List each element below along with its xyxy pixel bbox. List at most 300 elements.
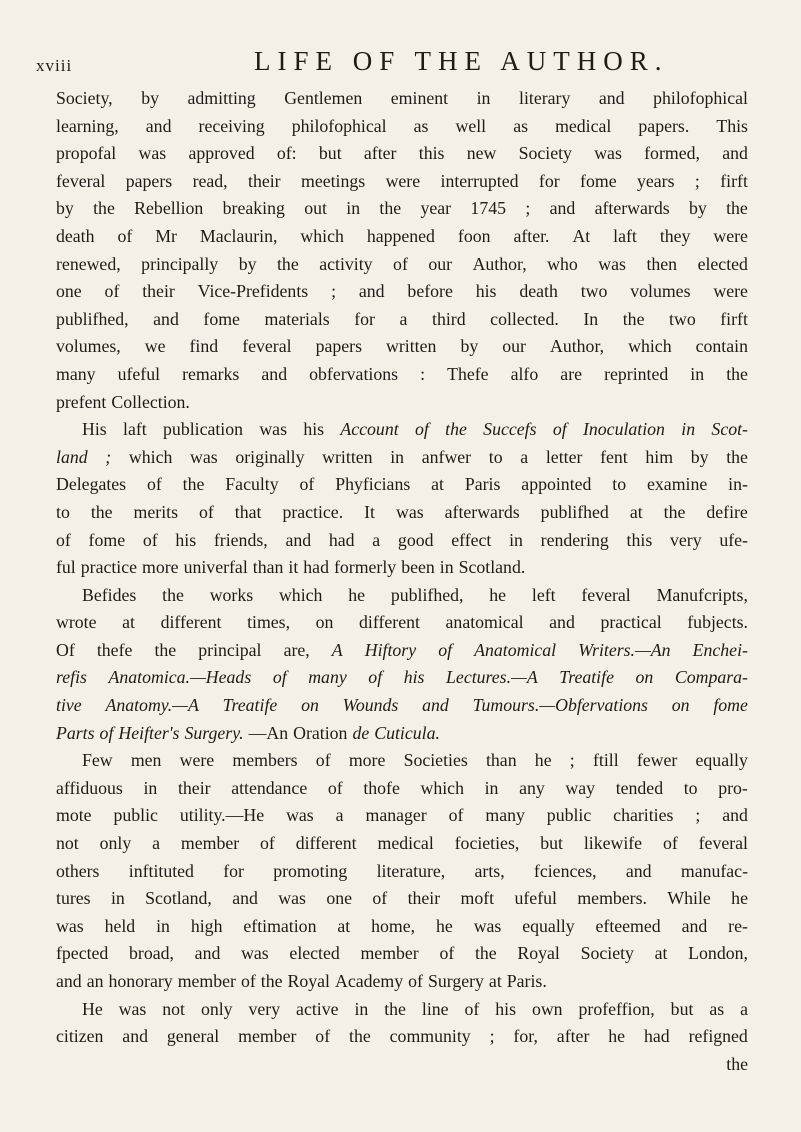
- italic-word: Treatife: [222, 695, 278, 716]
- word: of: [448, 805, 464, 826]
- text-line: [56, 996, 748, 1024]
- word: Rebellion: [134, 198, 204, 219]
- word: His: [82, 419, 107, 440]
- word: letter: [545, 446, 583, 467]
- word: good: [397, 529, 434, 550]
- page-number: xviii: [36, 56, 73, 75]
- word: in: [690, 363, 705, 384]
- word: find: [189, 336, 219, 357]
- italic-word: his: [403, 667, 425, 688]
- word: their: [248, 170, 281, 191]
- word: in: [439, 557, 454, 578]
- word: to: [612, 474, 627, 495]
- word: of: [408, 971, 423, 991]
- word: was: [473, 915, 502, 936]
- text-line: [56, 1023, 748, 1051]
- word: the: [384, 998, 406, 1019]
- word: were: [179, 750, 215, 771]
- word: at: [431, 474, 444, 495]
- word: their: [177, 777, 211, 798]
- word: his: [175, 529, 197, 550]
- word: way: [565, 777, 596, 798]
- word: :: [420, 363, 426, 384]
- italic-word: Compara-: [674, 667, 748, 688]
- word: of: [240, 971, 256, 991]
- word: and: [358, 281, 385, 302]
- word: of: [56, 529, 71, 550]
- word: in: [156, 915, 170, 936]
- word: a: [152, 833, 161, 854]
- word: broad,: [129, 943, 174, 964]
- word: affiduous: [56, 777, 123, 798]
- word: not: [56, 833, 79, 854]
- word: for: [354, 308, 375, 329]
- word: Manufcripts,: [656, 584, 748, 605]
- word: a: [372, 529, 381, 550]
- italic-word: ;: [105, 446, 112, 467]
- word: ;: [489, 1026, 495, 1047]
- word: propofal: [56, 143, 117, 164]
- word: in: [484, 777, 499, 798]
- word: of: [117, 225, 133, 246]
- text-line: [56, 195, 748, 223]
- word: Faculty: [225, 474, 279, 495]
- word: 1745: [470, 198, 506, 219]
- word: Vice-Prefidents: [197, 281, 309, 302]
- word: Paris: [464, 474, 501, 495]
- word: works: [209, 584, 254, 605]
- italic-word: of: [414, 419, 429, 440]
- word: equally: [695, 750, 748, 771]
- word: which: [420, 777, 464, 798]
- word: profeffion,: [578, 998, 655, 1019]
- text-line: [56, 940, 748, 968]
- italic-word: A: [331, 639, 343, 660]
- word: out: [304, 198, 327, 219]
- word: re-: [728, 915, 748, 936]
- word: to: [683, 777, 698, 798]
- word: ftill: [592, 750, 619, 771]
- italic-word: on: [671, 695, 690, 716]
- word: left: [531, 584, 556, 605]
- text-line: [56, 720, 748, 748]
- word: member: [180, 833, 240, 854]
- word: for,: [513, 1026, 538, 1047]
- word: members: [232, 750, 298, 771]
- word: in-: [728, 474, 748, 495]
- text-line: [56, 251, 748, 279]
- word: Academy: [334, 971, 404, 991]
- word: different: [295, 833, 357, 854]
- word: collected.: [490, 308, 559, 329]
- word: contain: [695, 336, 748, 357]
- word: of: [142, 529, 158, 550]
- word: focieties,: [454, 833, 520, 854]
- word: and: [285, 529, 312, 550]
- word: happened: [366, 225, 435, 246]
- word: but: [540, 833, 563, 854]
- word: public: [546, 805, 592, 826]
- word: he: [489, 584, 507, 605]
- word: eftimation: [243, 915, 317, 936]
- word: in: [390, 446, 405, 467]
- word: univerfal: [183, 557, 248, 578]
- word: two: [669, 308, 696, 329]
- word: merits: [133, 501, 178, 522]
- word: elected: [697, 253, 748, 274]
- text-line: [56, 113, 748, 141]
- word: of: [372, 888, 388, 909]
- italic-word: and: [422, 695, 449, 716]
- word: papers: [315, 336, 362, 357]
- word: was: [286, 805, 314, 826]
- word: death: [56, 225, 95, 246]
- word: the: [276, 253, 299, 274]
- word: read,: [192, 170, 228, 191]
- word: only: [200, 998, 233, 1019]
- word: they: [659, 225, 691, 246]
- word: of: [104, 281, 120, 302]
- word: Royal: [287, 971, 330, 991]
- text-line: [56, 278, 748, 306]
- text-line: [56, 306, 748, 334]
- word: then: [646, 253, 678, 274]
- word: remarks: [182, 363, 240, 384]
- text-line: [56, 140, 748, 168]
- text-line: [56, 527, 748, 555]
- word: obfervations: [309, 363, 399, 384]
- word: ful: [56, 557, 76, 578]
- word: that: [234, 501, 262, 522]
- text-line: [56, 1051, 748, 1079]
- word: the: [726, 198, 748, 219]
- word: mote: [56, 805, 92, 826]
- word: line: [421, 998, 449, 1019]
- word: Delegates: [56, 474, 127, 495]
- word: fpected: [56, 943, 109, 964]
- word: refigned: [688, 1026, 748, 1047]
- word: thofe: [363, 777, 400, 798]
- word: one: [326, 888, 352, 909]
- word: Phyficians: [335, 474, 411, 495]
- word: was: [118, 998, 147, 1019]
- word: in: [509, 529, 523, 550]
- text-line: [56, 444, 748, 472]
- word: principal: [198, 639, 262, 660]
- word: to: [56, 501, 70, 522]
- word: he: [534, 750, 552, 771]
- word: very: [248, 998, 281, 1019]
- word: for: [223, 860, 244, 881]
- word: and: [549, 612, 575, 633]
- word: in: [143, 777, 158, 798]
- word: publifhed: [540, 501, 609, 522]
- word: an: [86, 971, 104, 991]
- word: wrote: [56, 612, 97, 633]
- word: general: [166, 1026, 220, 1047]
- running-head: [36, 46, 776, 86]
- word: which: [278, 584, 323, 605]
- word: a: [335, 805, 344, 826]
- word: tures: [56, 888, 91, 909]
- italic-word: fome: [713, 695, 748, 716]
- word: public: [113, 805, 158, 826]
- word: anfwer: [421, 446, 472, 467]
- word: new: [466, 143, 497, 164]
- word: had: [328, 529, 355, 550]
- word: formed,: [644, 143, 700, 164]
- word: are,: [283, 639, 310, 660]
- word: London,: [688, 943, 748, 964]
- word: the: [182, 474, 205, 495]
- word: materials: [264, 308, 330, 329]
- word: While: [667, 888, 711, 909]
- word: many: [485, 805, 525, 826]
- word: than: [485, 750, 517, 771]
- text-line: [56, 223, 748, 251]
- italic-word: Enchei-: [692, 639, 748, 660]
- word: by: [688, 198, 707, 219]
- text-line: [56, 554, 748, 582]
- word: are: [560, 363, 583, 384]
- word: the: [726, 446, 748, 467]
- word: his: [475, 281, 497, 302]
- italic-word: refis: [56, 667, 87, 688]
- text-line: [56, 747, 748, 775]
- italic-word: Cuticula.: [374, 722, 440, 743]
- word: but: [318, 143, 342, 164]
- word: and: [722, 805, 748, 826]
- word: prefent: [56, 391, 107, 412]
- text-line: [56, 499, 748, 527]
- word: others: [56, 860, 100, 881]
- word: in: [110, 888, 125, 909]
- word: been: [401, 557, 435, 578]
- word: literature,: [376, 860, 446, 881]
- word: the: [90, 501, 113, 522]
- word: promoting: [273, 860, 348, 881]
- word: before: [407, 281, 453, 302]
- italic-word: Surgery.: [184, 722, 244, 743]
- word: was: [138, 143, 167, 164]
- word: honorary: [108, 971, 173, 991]
- word: laft: [613, 225, 637, 246]
- word: meetings: [300, 170, 366, 191]
- word: not: [162, 998, 185, 1019]
- italic-word: Wounds: [342, 695, 399, 716]
- word: more: [142, 557, 179, 578]
- word: which: [300, 225, 344, 246]
- word: many: [56, 363, 96, 384]
- word: attendance: [231, 777, 308, 798]
- word: Author,: [549, 336, 605, 357]
- word: the: [622, 308, 645, 329]
- word: as: [513, 115, 528, 136]
- word: on: [315, 612, 334, 633]
- word: one: [56, 281, 82, 302]
- word: member: [360, 943, 419, 964]
- word: to: [488, 446, 503, 467]
- word: interrupted: [440, 170, 519, 191]
- word: own: [531, 998, 563, 1019]
- word: our: [428, 253, 453, 274]
- word: after: [363, 143, 397, 164]
- word: our: [502, 336, 526, 357]
- word: at: [654, 943, 668, 964]
- word: he: [435, 915, 453, 936]
- word: He: [82, 998, 103, 1019]
- word: had: [643, 1026, 670, 1047]
- word: fent: [600, 446, 628, 467]
- word: years: [636, 170, 675, 191]
- word: feveral: [242, 336, 292, 357]
- text-line: [56, 885, 748, 913]
- word: Paris.: [506, 971, 547, 991]
- word: was: [396, 501, 424, 522]
- word: Few: [82, 750, 113, 771]
- word: At: [572, 225, 591, 246]
- word: we: [144, 336, 166, 357]
- word: ;: [569, 750, 575, 771]
- word: only: [99, 833, 132, 854]
- italic-word: Lectures.—A: [446, 667, 538, 688]
- word: and: [194, 943, 221, 964]
- word: —An: [248, 722, 289, 743]
- italic-word: Anatomical: [474, 639, 557, 660]
- word: was: [594, 143, 622, 164]
- word: by: [141, 88, 159, 108]
- word: in: [346, 198, 361, 219]
- word: reprinted: [604, 363, 669, 384]
- word: more: [348, 750, 386, 771]
- text-line: [56, 692, 748, 720]
- text-line: [56, 609, 748, 637]
- word: third: [432, 308, 466, 329]
- italic-word: many: [308, 667, 347, 688]
- word: medical: [377, 833, 434, 854]
- word: Societies: [403, 750, 468, 771]
- word: Collection.: [111, 391, 190, 412]
- word: volumes: [630, 281, 691, 302]
- word: had: [303, 557, 329, 578]
- word: of: [393, 253, 408, 274]
- word: written: [322, 446, 373, 467]
- word: pro-: [718, 777, 748, 798]
- text-line: [56, 775, 748, 803]
- italic-word: Treatife: [559, 667, 614, 688]
- word: equally: [522, 915, 575, 936]
- word: high: [190, 915, 223, 936]
- italic-word: de: [352, 722, 370, 743]
- word: eminent: [390, 88, 449, 108]
- word: learning,: [56, 115, 119, 136]
- word: originally: [235, 446, 305, 467]
- word: and: [625, 860, 652, 881]
- word: defire: [706, 501, 748, 522]
- word: firft: [720, 170, 748, 191]
- word: publifhed,: [56, 308, 129, 329]
- italic-word: Anatomy.—A: [105, 695, 199, 716]
- word: the: [154, 639, 177, 660]
- word: philofophical: [291, 115, 387, 136]
- word: which: [628, 336, 672, 357]
- text-line: [56, 471, 748, 499]
- word: in: [354, 998, 369, 1019]
- word: who: [547, 253, 578, 274]
- word: written: [386, 336, 437, 357]
- word: tended: [615, 777, 664, 798]
- word: Society: [580, 943, 634, 964]
- text-line: [56, 802, 748, 830]
- word: Thefe: [447, 363, 489, 384]
- word: rendering: [540, 529, 609, 550]
- word: Gentlemen: [284, 88, 363, 108]
- word: renewed,: [56, 253, 121, 274]
- italic-word: on: [635, 667, 654, 688]
- word: of: [146, 474, 162, 495]
- word: but: [670, 998, 694, 1019]
- word: and: [56, 971, 82, 991]
- word: of: [260, 833, 275, 854]
- word: by: [238, 253, 257, 274]
- word: at: [337, 915, 351, 936]
- word: at: [488, 971, 502, 991]
- word: afterwards: [594, 198, 670, 219]
- word: the: [663, 501, 686, 522]
- word: was: [278, 888, 306, 909]
- italic-word: tive: [56, 695, 82, 716]
- word: for: [538, 170, 560, 191]
- word: their: [407, 888, 441, 909]
- italic-word: of: [368, 667, 383, 688]
- word: examine: [647, 474, 708, 495]
- word: by: [56, 198, 74, 219]
- word: a: [399, 308, 408, 329]
- word: likewife: [583, 833, 643, 854]
- italic-word: of: [272, 667, 287, 688]
- italic-word: Succefs: [483, 419, 537, 440]
- word: Surgery: [427, 971, 484, 991]
- text-line: [56, 664, 748, 692]
- word: the: [474, 943, 497, 964]
- word: and: [153, 308, 179, 329]
- word: the: [162, 584, 184, 605]
- word: This: [716, 115, 748, 136]
- word: his: [303, 419, 325, 440]
- word: elected: [289, 943, 340, 964]
- word: fome: [580, 170, 617, 191]
- word: than: [252, 557, 284, 578]
- word: activity: [319, 253, 373, 274]
- word: the: [349, 1026, 371, 1047]
- word: Maclaurin,: [199, 225, 278, 246]
- text-line: [56, 637, 748, 665]
- word: it: [288, 557, 299, 578]
- word: Of: [56, 639, 75, 660]
- word: friends,: [213, 529, 268, 550]
- word: held: [104, 915, 136, 936]
- word: at: [629, 501, 643, 522]
- word: at: [122, 612, 135, 633]
- word: in: [476, 88, 491, 108]
- word: fewer: [636, 750, 678, 771]
- word: approved: [188, 143, 255, 164]
- word: fubjects.: [687, 612, 748, 633]
- word: publication: [163, 419, 244, 440]
- word: papers: [125, 170, 173, 191]
- word: ;: [331, 281, 337, 302]
- word: practical: [600, 612, 662, 633]
